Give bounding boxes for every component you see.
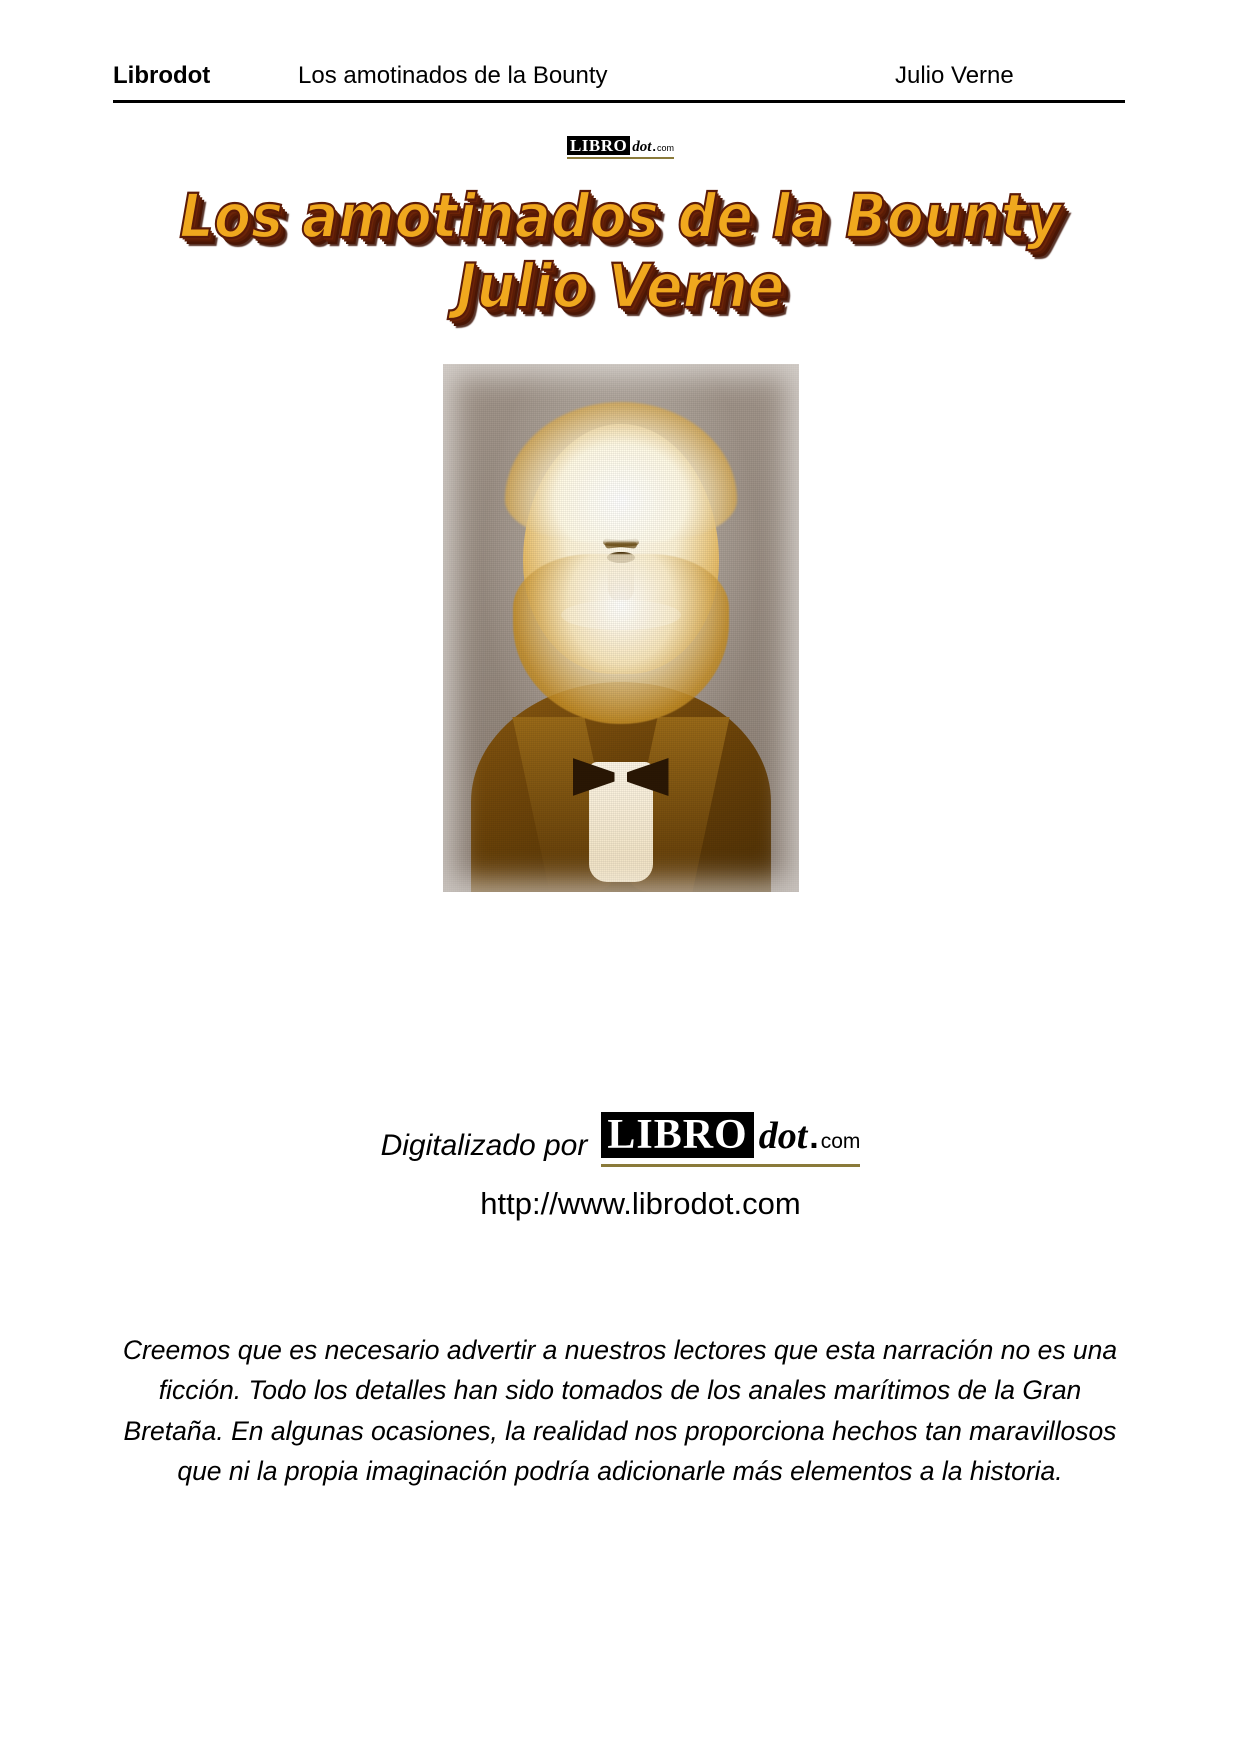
logo-libro-text-large: LIBRO [601,1112,753,1158]
logo-dot-text-large: dot [758,1115,808,1157]
editorial-note: Creemos que es necesario advertir a nuestros lectores que esta narración no es una ficción. Todo los detalles han sido tomados de los anales marítimos de la Gran Bretaña. En algunas ocasiones, la realidad nos proporciona hechos tan maravillosos que ni la propia imaginación podría adicionarle más elementos a la historia. [122,1335,1118,1486]
author-portrait-image [443,364,799,892]
header-brand: Librodot [113,62,211,89]
librodot-logo-large [601,1112,860,1167]
digitalized-label: Digitalizado por [380,1129,588,1162]
librodot-logo-small [0,136,1241,159]
header-divider [113,100,1125,103]
cover-title-line-1: Los amotinados de la Bounty [179,181,1062,252]
page-header [113,62,1125,104]
portrait-container [0,364,1241,892]
logo-libro-text: LIBRO [567,136,630,155]
portrait-figure [471,386,771,892]
logo-period: . [652,139,657,154]
digitalized-by-row [0,1112,1241,1167]
logo-underline [601,1164,860,1167]
header-book-title: Los amotinados de la Bounty [298,62,608,89]
librodot-url-link[interactable]: http://www.librodot.com [480,1186,801,1221]
cover-title-line-2: Julio Verne [456,251,785,322]
site-url-row [0,1186,1241,1222]
portrait-bowtie [573,758,669,796]
logo-wrap-small [567,136,674,159]
logo-com-text: com [657,143,675,153]
header-author: Julio Verne [895,62,1014,89]
portrait-hair [505,402,737,542]
logo-wrap-large [601,1112,860,1158]
cover-title [0,181,1241,322]
logo-com-text-large: com [820,1130,861,1153]
logo-period-large: . [809,1118,819,1156]
logo-dot-text: dot [632,139,652,155]
